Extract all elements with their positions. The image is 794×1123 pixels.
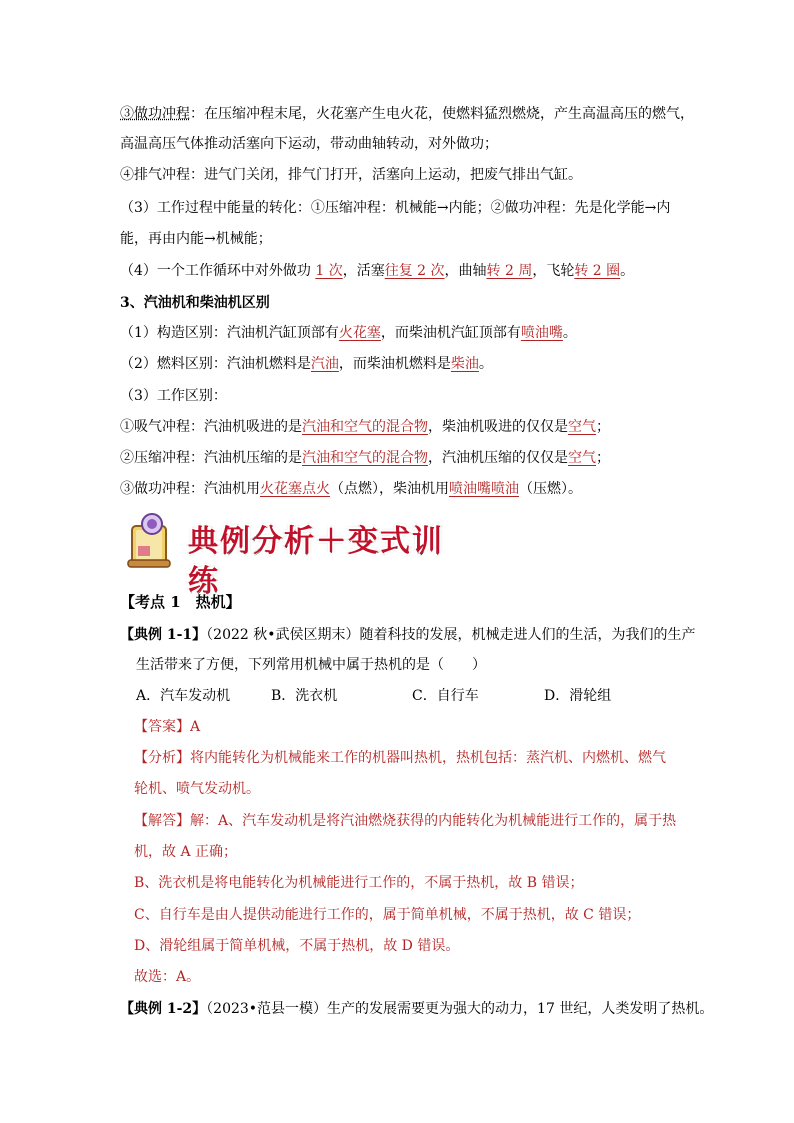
example-stem: （2022 秋•武侯区期末）随着科技的发展，机械走进人们的生活，为我们的生产 <box>206 627 696 643</box>
energy-conversion-line-1: （3）工作过程中能量的转化：①压缩冲程：机械能→内能；②做功冲程：先是化学能→内 <box>120 200 671 216</box>
answer-blank: 汽油 <box>310 356 339 372</box>
line-text: （2）燃料区别：汽油机燃料是 <box>120 356 311 372</box>
line-text: ，而柴油机汽缸顶部有 <box>380 325 521 341</box>
cycle-value: 转 2 圈 <box>574 263 621 279</box>
cycle-text: ，飞轮 <box>532 263 575 279</box>
line-text: ； <box>596 419 610 435</box>
solution-option-c: C、自行车是由人提供动能进行工作的，属于简单机械，不属于热机，故 C 错误； <box>134 907 641 923</box>
power-stroke-text: ：在压缩冲程末尾，火花塞产生电火花，使燃料猛烈燃烧，产生高温高压的燃气， <box>190 106 694 122</box>
analysis-line-2: 轮机、喷气发动机。 <box>134 781 260 797</box>
example-label: 【典例 1-2】 <box>120 1001 207 1017</box>
line-text: 。 <box>478 356 493 372</box>
banner-title: 典例分析＋变式训练 <box>188 524 444 599</box>
section-banner <box>126 512 466 599</box>
line-text: （压燃）。 <box>519 481 582 497</box>
cycle-value: 转 2 周 <box>486 263 533 279</box>
power-stroke-line-1 <box>120 104 694 124</box>
line-text: 。 <box>562 325 577 341</box>
line-text: ③做功冲程：汽油机用 <box>120 481 260 497</box>
answer-blank: 喷油嘴 <box>520 325 563 341</box>
example-label: 【典例 1-1】 <box>120 627 207 643</box>
work-diff-heading: （3）工作区别： <box>120 388 227 404</box>
option-a: A．汽车发动机 <box>136 688 231 704</box>
cycle-text: ，活塞 <box>342 263 385 279</box>
answer-blank: 空气 <box>568 450 596 466</box>
power-diff-line <box>120 479 582 499</box>
scroll-book-icon <box>126 512 182 570</box>
answer-blank: 火花塞点火 <box>260 481 330 497</box>
line-text: ①吸气冲程：汽油机吸进的是 <box>120 419 302 435</box>
solution-line-1: 【解答】解：A、汽车发动机是将汽油燃烧获得的内能转化为机械能进行工作的，属于热 <box>134 813 677 829</box>
final-choice: 故选：A。 <box>134 969 201 985</box>
exhaust-stroke-line: ④排气冲程：进气门关闭，排气门打开，活塞向上运动，把废气排出气缸。 <box>120 167 582 183</box>
example-stem: （2023•范县一模）生产的发展需要更为强大的动力，17 世纪，人类发明了热机。 <box>206 1001 714 1017</box>
cycle-text: 。 <box>620 263 635 279</box>
compress-diff-line <box>120 448 610 468</box>
solution-line-2: 机，故 A 正确； <box>134 844 238 860</box>
option-c: C．自行车 <box>412 688 479 704</box>
option-d: D．滑轮组 <box>544 688 612 704</box>
option-b: B．洗衣机 <box>271 688 338 704</box>
answer-blank: 汽油和空气的混合物 <box>302 419 428 435</box>
cycle-text: （4）一个工作循环中对外做功 <box>120 263 316 279</box>
fuel-diff-line <box>120 354 493 374</box>
line-text: ，汽油机压缩的仅仅是 <box>428 450 568 466</box>
kaodian-heading <box>120 592 241 612</box>
kaodian-text: 【考点 1 热机】 <box>120 593 241 611</box>
work-cycle-line <box>120 261 634 281</box>
answer-blank: 喷油嘴喷油 <box>449 481 519 497</box>
answer-blank: 火花塞 <box>338 325 381 341</box>
solution-option-d: D、滑轮组属于简单机械，不属于热机，故 D 错误。 <box>134 938 460 954</box>
analysis-line-1: 【分析】将内能转化为机械能来工作的机器叫热机，热机包括：蒸汽机、内燃机、燃气 <box>134 750 666 766</box>
energy-conversion-line-2: 能，再由内能→机械能； <box>120 231 272 247</box>
answer-blank: 汽油和空气的混合物 <box>302 450 428 466</box>
line-text: ②压缩冲程：汽油机压缩的是 <box>120 450 302 466</box>
line-text: ，柴油机吸进的仅仅是 <box>428 419 568 435</box>
cycle-text: ，曲轴 <box>444 263 487 279</box>
answer-blank: 柴油 <box>450 356 479 372</box>
line-text: （点燃），柴油机用 <box>330 481 449 497</box>
line-text: ，而柴油机燃料是 <box>338 356 451 372</box>
line-text: ； <box>596 450 610 466</box>
line-text: （1）构造区别：汽油机汽缸顶部有 <box>120 325 339 341</box>
power-stroke-line-2: 高温高压气体推动活塞向下运动，带动曲轴转动，对外做功； <box>120 136 498 152</box>
answer-line: 【答案】A <box>134 719 201 735</box>
cycle-value: 往复 2 次 <box>384 263 445 279</box>
structure-diff-line <box>120 323 577 343</box>
example-1-1-line-1 <box>120 625 696 645</box>
section-heading: 3、汽油机和柴油机区别 <box>120 295 270 311</box>
solution-option-b: B、洗衣机是将电能转化为机械能进行工作的，不属于热机，故 B 错误； <box>134 875 584 891</box>
example-1-2-line <box>120 999 713 1019</box>
answer-blank: 空气 <box>568 419 596 435</box>
power-stroke-title: ③做功冲程 <box>120 106 190 122</box>
cycle-value: 1 次 <box>315 263 343 279</box>
intake-diff-line <box>120 417 610 437</box>
example-1-1-line-2: 生活带来了方便，下列常用机械中属于热机的是（ ） <box>136 657 486 673</box>
